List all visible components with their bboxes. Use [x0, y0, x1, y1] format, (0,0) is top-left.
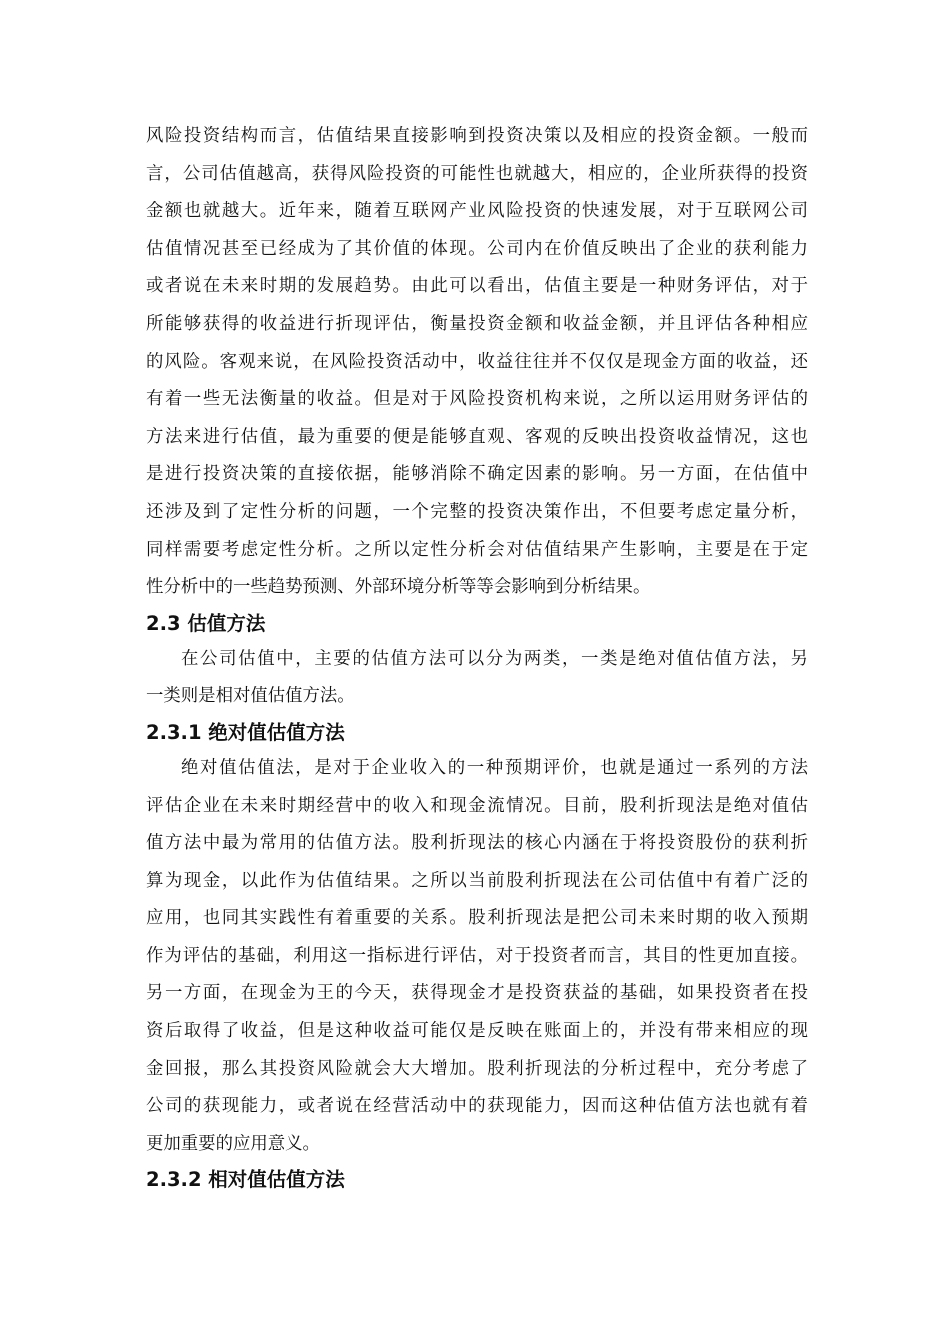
text-line: 性分析中的一些趋势预测、外部环境分析等等会影响到分析结果。 — [146, 577, 651, 598]
text-line: 有着一些无法衡量的收益。但是对于风险投资机构来说，之所以运用财务评估的 — [146, 389, 808, 410]
text-line: 一类则是相对值估值方法。 — [146, 686, 355, 707]
text-line: 评估企业在未来时期经营中的收入和现金流情况。目前，股利折现法是绝对值估 — [146, 795, 808, 816]
text-line: 绝对值估值法，是对于企业收入的一种预期评价，也就是通过一系列的方法 — [181, 757, 808, 778]
text-line: 方法来进行估值，最为重要的便是能够直观、客观的反映出投资收益情况，这也 — [146, 426, 808, 447]
section-heading-2-3: 2.3 估值方法 — [146, 611, 266, 635]
section-heading-2-3-1: 2.3.1 绝对值估值方法 — [146, 720, 345, 744]
text-line: 另一方面，在现金为王的今天，获得现金才是投资获益的基础，如果投资者在投 — [146, 983, 808, 1004]
text-line: 更加重要的应用意义。 — [146, 1133, 320, 1154]
text-line: 值方法中最为常用的估值方法。股利折现法的核心内涵在于将投资股份的获利折 — [146, 833, 808, 854]
text-line: 是进行投资决策的直接依据，能够消除不确定因素的影响。另一方面，在估值中 — [146, 464, 808, 485]
text-line: 作为评估的基础，利用这一指标进行评估，对于投资者而言，其目的性更加直接。 — [146, 945, 808, 966]
text-line: 估值情况甚至已经成为了其价值的体现。公司内在价值反映出了企业的获利能力 — [146, 238, 808, 259]
text-line: 应用，也同其实践性有着重要的关系。股利折现法是把公司未来时期的收入预期 — [146, 908, 808, 929]
text-line: 算为现金，以此作为估值结果。之所以当前股利折现法在公司估值中有着广泛的 — [146, 870, 808, 891]
section-heading-2-3-2: 2.3.2 相对值估值方法 — [146, 1168, 345, 1192]
text-line: 金额也就越大。近年来，随着互联网产业风险投资的快速发展，对于互联网公司 — [146, 201, 808, 222]
paragraph-valuation-methods — [146, 641, 808, 716]
paragraph-intro — [146, 118, 808, 607]
text-line: 所能够获得的收益进行折现评估，衡量投资金额和收益金额，并且评估各种相应 — [146, 313, 808, 334]
text-line: 金回报，那么其投资风险就会大大增加。股利折现法的分析过程中，充分考虑了 — [146, 1058, 808, 1079]
text-line: 的风险。客观来说，在风险投资活动中，收益往往并不仅仅是现金方面的收益，还 — [146, 351, 808, 372]
text-line: 资后取得了收益，但是这种收益可能仅是反映在账面上的，并没有带来相应的现 — [146, 1021, 808, 1042]
text-line: 或者说在未来时期的发展趋势。由此可以看出，估值主要是一种财务评估，对于 — [146, 276, 808, 297]
text-line: 还涉及到了定性分析的问题，一个完整的投资决策作出，不但要考虑定量分析， — [146, 501, 808, 522]
text-line: 言，公司估值越高，获得风险投资的可能性也就越大，相应的，企业所获得的投资 — [146, 163, 808, 184]
text-line: 在公司估值中，主要的估值方法可以分为两类，一类是绝对值估值方法，另 — [181, 648, 808, 669]
text-line: 风险投资结构而言，估值结果直接影响到投资决策以及相应的投资金额。一般而 — [146, 126, 808, 146]
text-line: 同样需要考虑定性分析。之所以定性分析会对估值结果产生影响，主要是在于定 — [146, 539, 808, 560]
text-line: 公司的获现能力，或者说在经营活动中的获现能力，因而这种估值方法也就有着 — [146, 1096, 808, 1117]
document-page — [146, 118, 808, 1197]
paragraph-absolute-valuation — [146, 750, 808, 1164]
